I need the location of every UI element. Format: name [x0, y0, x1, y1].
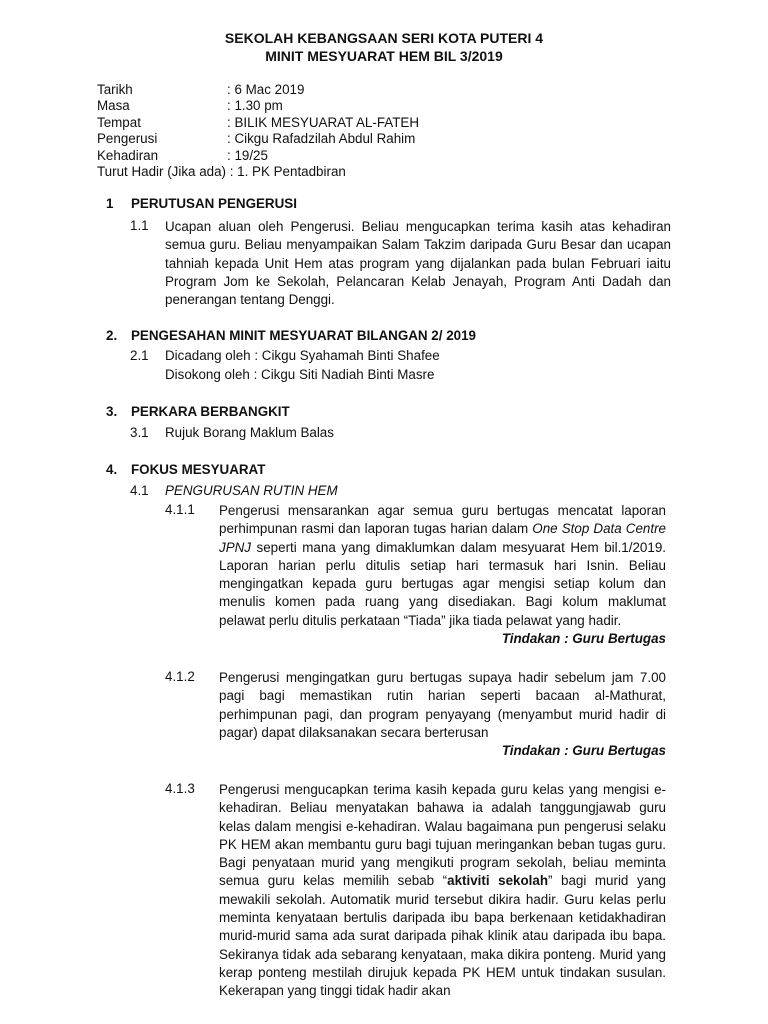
proposed-by: Dicadang oleh : Cikgu Syahamah Binti Shafee [165, 348, 440, 363]
action-note: Tindakan : Guru Bertugas [501, 743, 666, 758]
meta-label: Kehadiran [97, 147, 159, 163]
item-number: 2.1 [130, 348, 149, 363]
meta-value: : 6 Mac 2019 [227, 82, 305, 97]
item-number: 3.1 [130, 425, 149, 440]
item-text-part: ” bagi murid yang mewakili sekolah. Automatik murid tersebut dikira hadir. Guru kelas perlu meminta kenyataan bertulis daripada ibu bapa berkenaan ketidakhadiran murid-murid sama ada surat daripada pihak klinik atau daripada ibu bapa. Sekiranya tidak ada sebarang kenyataan, maka dikira ponteng. Murid yang kerap ponteng mestilah dirujuk kepada PK HEM untuk tindakan susulan. Kekerapan yang tinggi tidak hadir akan [219, 873, 666, 999]
section-number: 3. [106, 404, 118, 419]
subsection-title: PENGURUSAN RUTIN HEM [165, 483, 338, 498]
bold-term: aktiviti sekolah [447, 873, 548, 889]
meta-row-date [97, 82, 346, 98]
item-4-1-2-text: Pengerusi mengingatkan guru bertugas supaya hadir sebelum jam 7.00 pagi bagi memastikan rutin harian seperti bacaan al-Mathurat, perhimpunan pagi, dan program penyayang (menyambut murid hadir di pagar) dapat dilaksanakan secara berterusan [219, 670, 666, 740]
section-number: 2. [106, 328, 118, 343]
section-title: FOKUS MESYUARAT [131, 462, 266, 477]
section-2-heading [106, 328, 476, 344]
seconded-by: Disokong oleh : Cikgu Siti Nadiah Binti Masre [165, 367, 435, 382]
item-text-part: Pengerusi mensarankan agar semua guru bertugas mencatat laporan perhimpunan rasmi dan laporan tugas harian dalam [219, 503, 666, 537]
meta-row-also-present [97, 164, 346, 180]
minutes-title: MINIT MESYUARAT HEM BIL 3/2019 [265, 48, 503, 64]
meta-label: Turut Hadir (Jika ada) : 1. PK Pentadbiran [97, 163, 346, 179]
section-3-heading [106, 404, 290, 420]
section-number: 4. [106, 462, 118, 477]
meta-value: : Cikgu Rafadzilah Abdul Rahim [227, 131, 416, 147]
meta-value: : 19/25 [227, 147, 268, 163]
meta-row-time [97, 98, 346, 114]
meta-value: : BILIK MESYUARAT AL-FATEH [227, 114, 419, 130]
section-title: PENGESAHAN MINIT MESYUARAT BILANGAN 2/ 2019 [131, 328, 476, 343]
action-note: Tindakan : Guru Bertugas [501, 631, 666, 646]
school-title: SEKOLAH KEBANGSAAN SERI KOTA PUTERI 4 [224, 30, 544, 46]
item-number: 1.1 [130, 218, 149, 233]
italic-reference: One Stop Data Centre JPNJ [219, 521, 667, 555]
section-1-paragraph: Ucapan aluan oleh Pengerusi. Beliau mengucapkan terima kasih atas kehadiran semua guru. Beliau menyampaikan Salam Takzim daripada Guru Besar dan ucapan tahniah kepada Unit Hem atas program yang dijalankan pada bulan Februari iaitu Program Jom ke Sekolah, Pelancaran Kelab Jenayah, Program Anti Dadah dan penerangan tentang Denggi. [165, 219, 671, 308]
meta-label: Tarikh [97, 82, 133, 97]
meta-row-venue [97, 114, 419, 131]
section-title: PERUTUSAN PENGERUSI [131, 196, 297, 211]
item-4-1-3-text [219, 781, 666, 1001]
meta-label: Tempat [97, 114, 141, 130]
section-title: PERKARA BERBANGKIT [131, 404, 290, 419]
item-number: 4.1.3 [165, 781, 195, 796]
meta-row-attendance [97, 148, 346, 164]
item-text-part: Pengerusi mengucapkan terima kasih kepada guru kelas yang mengisi e-kehadiran. Beliau menyatakan bahawa ia adalah tanggungjawab guru kelas dalam mengisi e-kehadiran. Walau bagaimana pun pengerusi selaku PK HEM akan membantu guru bagi tujuan meringankan beban tugas guru. Bagi penyataan murid yang mengikuti program sekolah, beliau meminta semua guru kelas memilih sebab “ [219, 782, 666, 889]
meta-label: Masa [97, 98, 130, 114]
meta-row-chair [97, 131, 416, 147]
matters-arising-text: Rujuk Borang Maklum Balas [165, 425, 334, 440]
item-number: 4.1.1 [165, 502, 195, 517]
section-1-heading [106, 196, 297, 212]
meta-value: : 1.30 pm [227, 98, 283, 114]
item-text-part: seperti mana yang dimaklumkan dalam mesyuarat Hem bil.1/2019. Laporan harian perlu ditulis setiap hari termasuk hari Isnin. Beliau mengingatkan kepada guru bertugas agar mengisi setiap kolum dan menulis komen pada ruang yang disediakan. Bagi kolum maklumat pelawat perlu ditulis perkataan “Tiada” jika tiada pelawat yang hadir. [219, 539, 666, 628]
item-4-1-1-text [219, 502, 666, 630]
item-number: 4.1.2 [165, 669, 195, 684]
meta-label: Pengerusi [97, 131, 158, 147]
item-number: 4.1 [130, 483, 149, 498]
section-4-heading [106, 462, 265, 478]
meeting-details [97, 82, 419, 180]
section-number: 1 [106, 196, 114, 211]
